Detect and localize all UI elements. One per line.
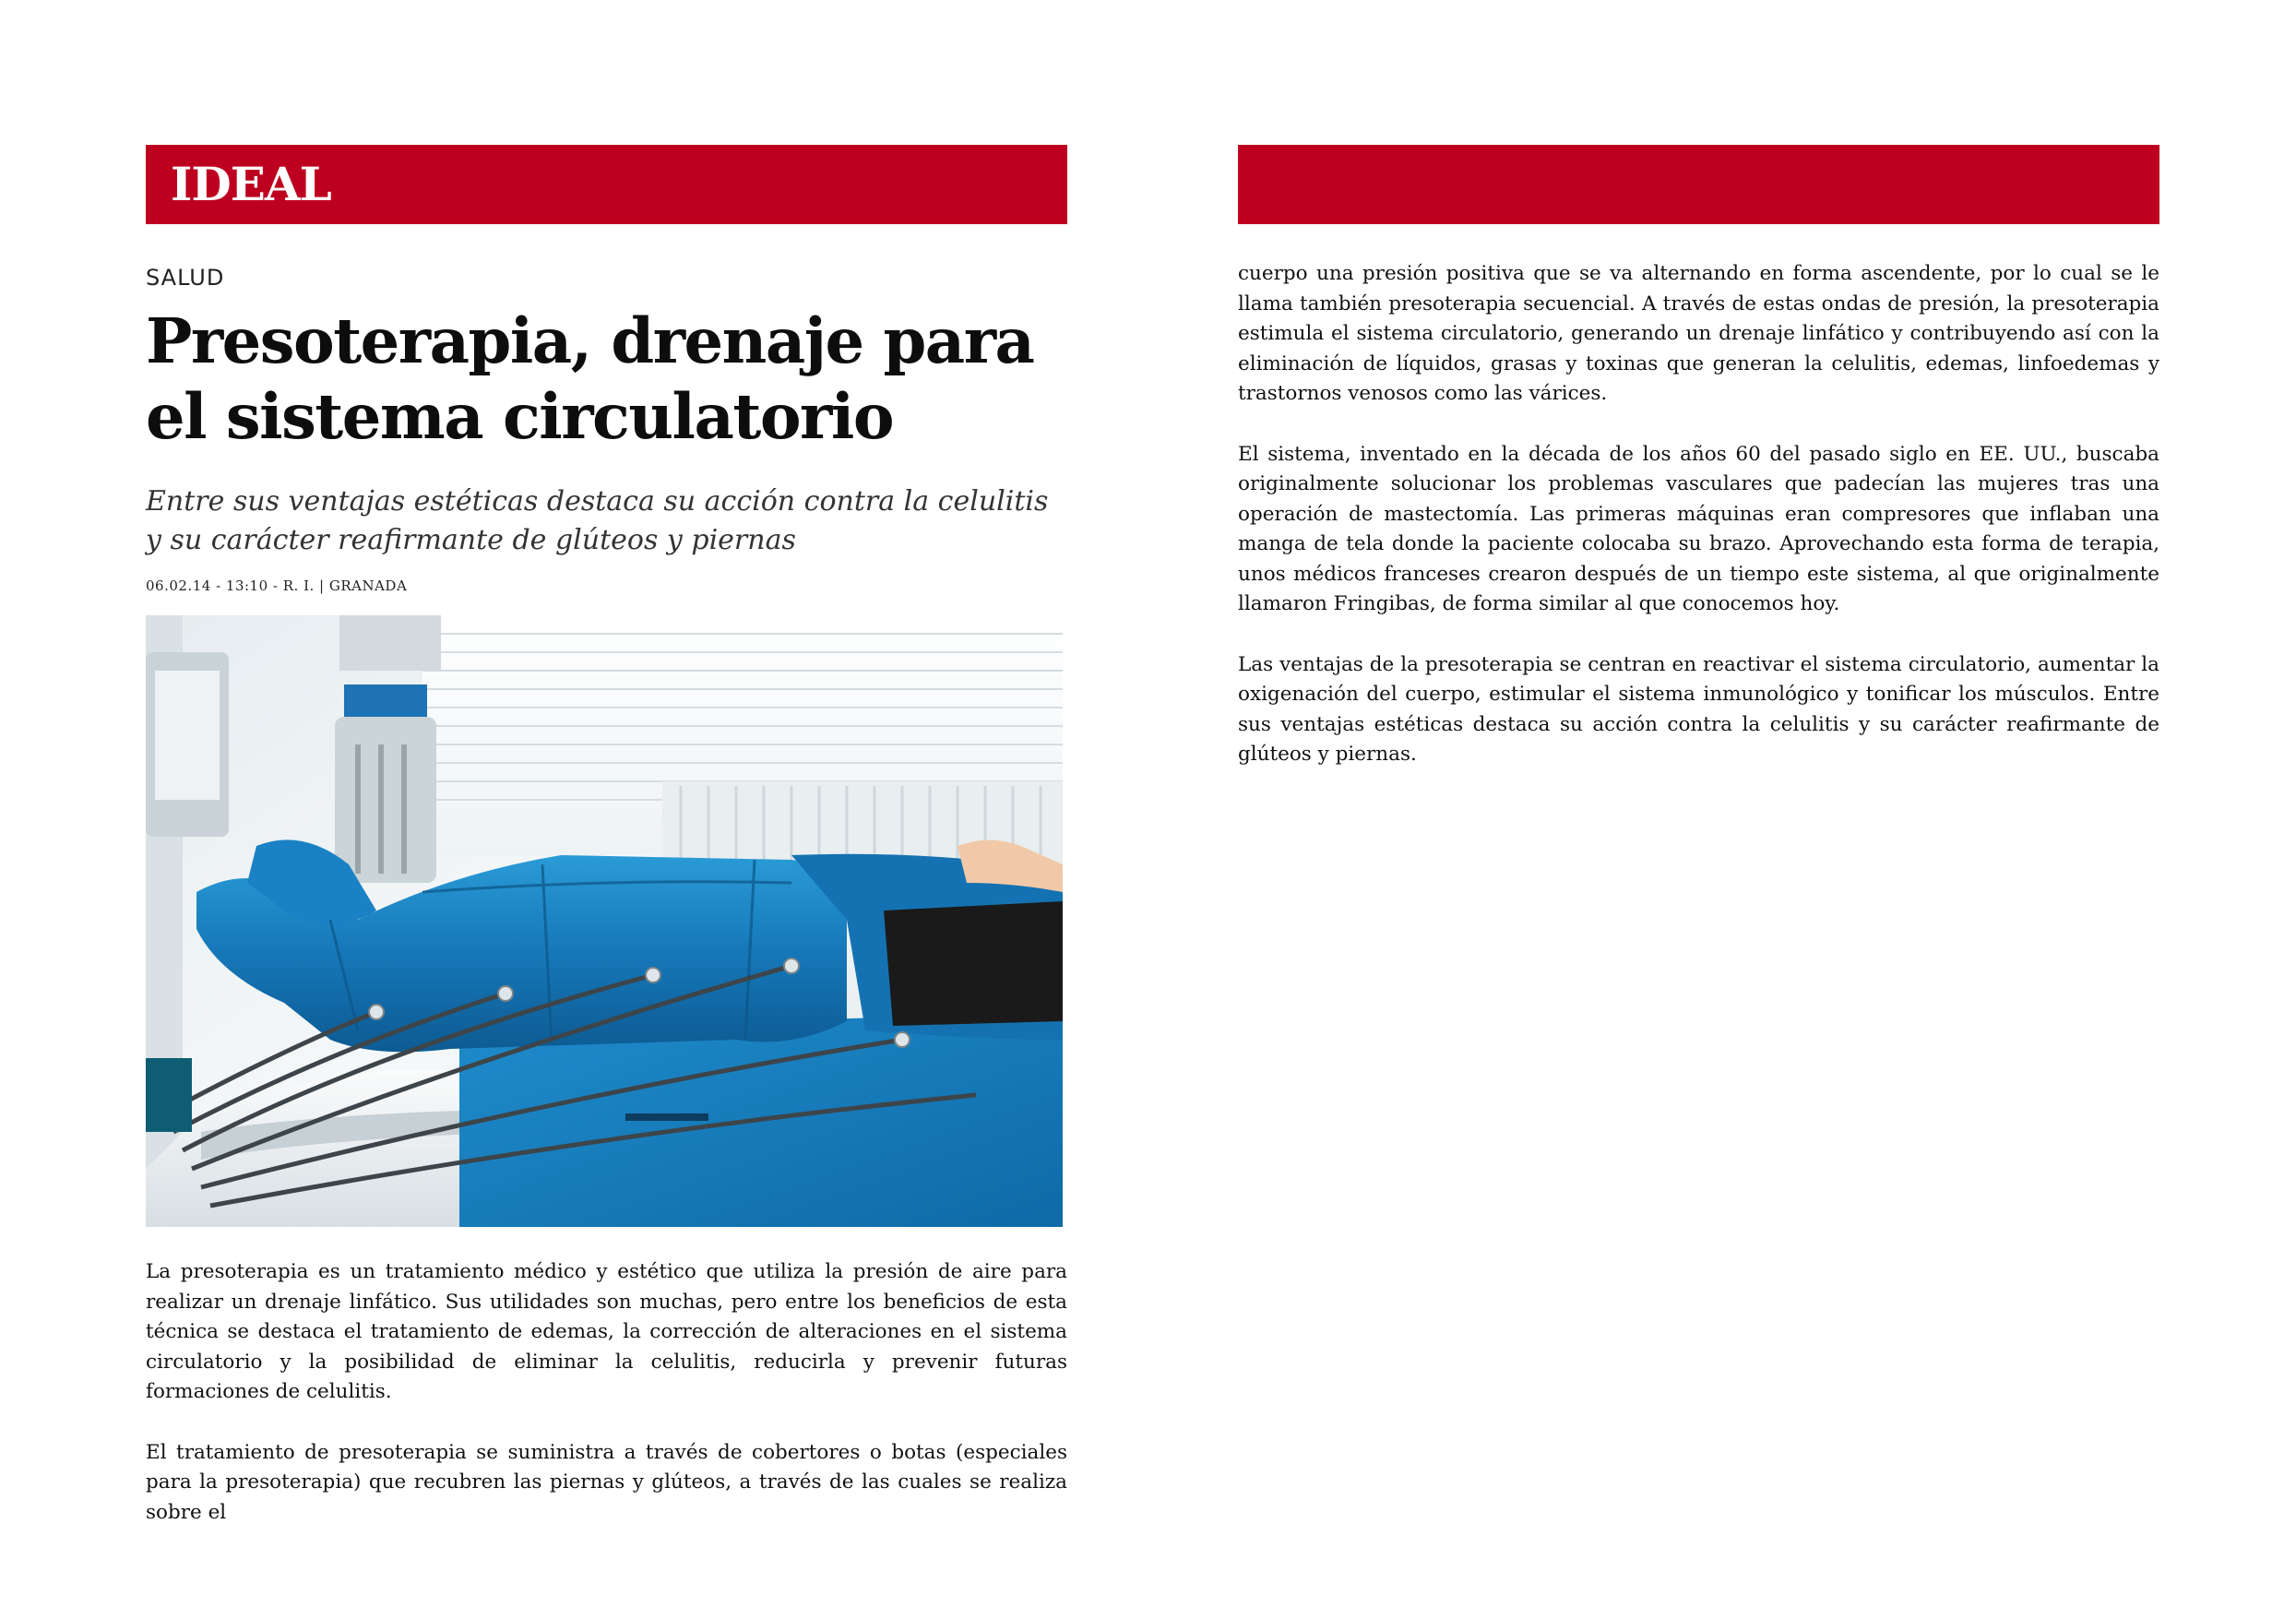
article-byline: 06.02.14 - 13:10 - R. I. | GRANADA xyxy=(146,577,408,594)
left-paragraph-1: La presoterapia es un tratamiento médico y estético que utiliza la presión de aire para realizar un drenaje linfático. Sus utilidades son muchas, pero entre los beneficios de esta técnica se destaca el tratamiento de edemas, la corrección de alteraciones en el sistema circulatorio y la posibilidad de eliminar la celulitis, reducirla y prevenir futuras formaciones de celulitis. xyxy=(146,1260,1067,1403)
left-paragraph-2: El tratamiento de presoterapia se suministra a través de cobertores o botas (especiales para la presoterapia) que recubren las piernas y glúteos, a través de las cuales se realiza sobre el xyxy=(146,1440,1067,1524)
right-paragraph-1: cuerpo una presión positiva que se va alternando en forma ascendente, por lo cual se le llama también presoterapia secuencial. A través de estas ondas de presión, la presoterapia estimula el sistema circulatorio, generando un drenaje linfático y contribuyendo así con la eliminación de líquidos, grasas y toxinas que generan la celulitis, edemas, linfoedemas y trastornos venosos como las várices. xyxy=(1238,262,2159,405)
article-subtitle: Entre sus ventajas estéticas destaca su acción contra la celulitis y su carácter reafirmante de glúteos y piernas xyxy=(146,485,1049,556)
right-paragraph-2: El sistema, inventado en la década de los años 60 del pasado siglo en EE. UU., buscaba originalmente solucionar los problemas vasculares que padecían las mujeres tras una operación de mastectomía. Las primeras máquinas eran compresores que inflaban una manga de tela donde la paciente colocaba su brazo. Aprovechando esta forma de terapia, unos médicos franceses crearon después de un tiempo este sistema, al que originalmente llamaron Fringibas, de forma similar al que conocemos hoy. xyxy=(1238,442,2159,615)
newspaper-header-bar xyxy=(146,145,1067,224)
pressotherapy-photo xyxy=(146,615,1063,1227)
right-paragraph-3: Las ventajas de la presoterapia se centran en reactivar el sistema circulatorio, aumentar la oxigenación del cuerpo, estimular el sistema inmunológico y tonificar los músculos. Entre sus ventajas estéticas destaca su acción contra la celulitis y su carácter reafirmante de glúteos y piernas. xyxy=(1238,652,2159,766)
left-column xyxy=(146,145,1067,1528)
ideal-logo: IDEAL xyxy=(171,157,331,211)
right-column xyxy=(1238,145,2159,770)
section-label: SALUD xyxy=(146,265,225,291)
article-headline: Presoterapia, drenaje para el sistema circulatorio xyxy=(146,304,1034,453)
newspaper-header-bar-right xyxy=(1238,145,2159,224)
